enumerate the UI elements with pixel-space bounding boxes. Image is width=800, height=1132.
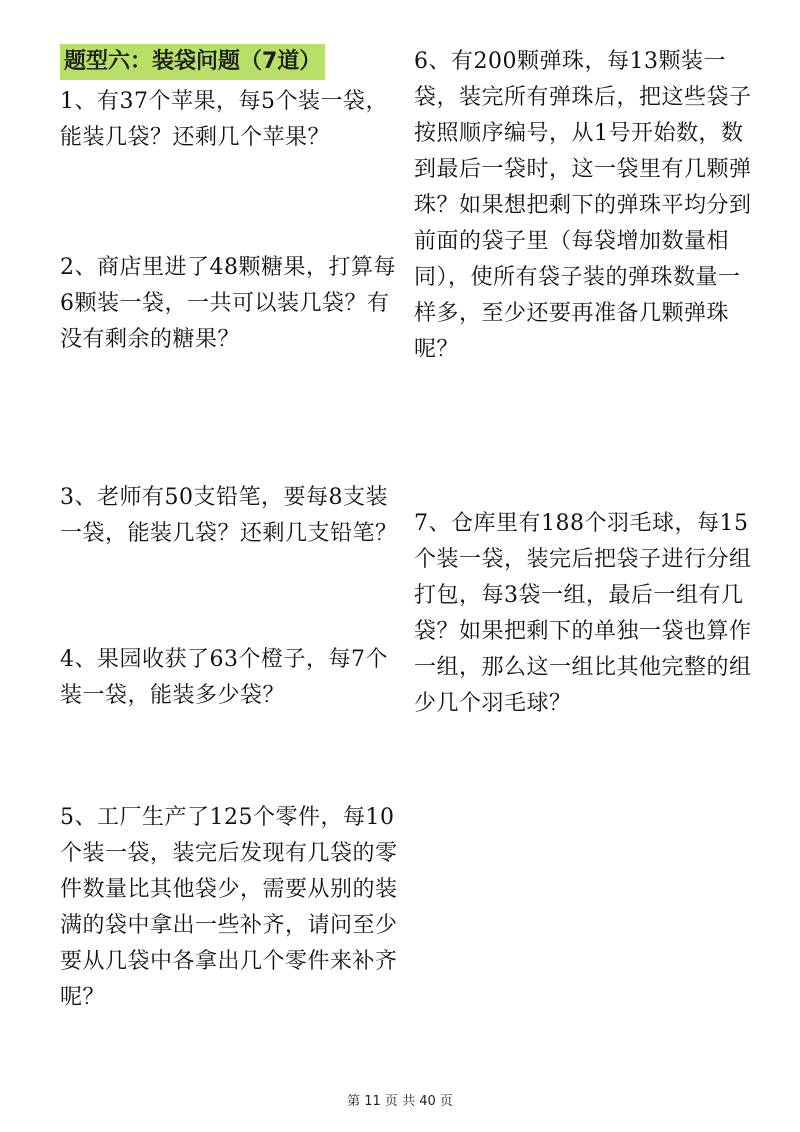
question-6: 6、有200颗弹珠，每13颗装一袋，装完所有弹珠后，把这些袋子按照顺序编号，从1号开始数，数到最后一袋时，这一袋里有几颗弹珠？如果想把剩下的弹珠平均分到前面的袋子里（每袋增加数量相同），使所有袋子装的弹珠数量一样多，至少还要再准备几颗弹珠呢？: [414, 49, 752, 362]
question-2: 2、商店里进了48颗糖果，打算每6颗装一袋，一共可以装几袋？有没有剩余的糖果？: [60, 255, 396, 352]
question-3: 3、老师有50支铅笔，要每8支装一袋，能装几袋？还剩几支铅笔？: [60, 485, 398, 546]
page-footer: 第 11 页 共 40 页: [347, 1094, 453, 1109]
left-column: [60, 44, 400, 1010]
question-1: 1、有37个苹果，每5个装一袋，能装几袋？还剩几个苹果？: [60, 89, 388, 150]
question-5: 5、工厂生产了125个零件，每10个装一袋，装完后发现有几袋的零件数量比其他袋少，需要从别的装满的袋中拿出一些补齐，请问至少要从几袋中各拿出几个零件来补齐呢？: [60, 805, 398, 1010]
section-title: 题型六：装袋问题（7道）: [60, 44, 325, 80]
question-4: 4、果园收获了63个橙子，每7个装一袋，能装多少袋？: [60, 647, 388, 708]
question-7: 7、仓库里有188个羽毛球，每15个装一袋，装完后把袋子进行分组打包，每3袋一组，最后一组有几袋？如果把剩下的单独一袋也算作一组，那么这一组比其他完整的组少几个羽毛球？: [414, 511, 752, 716]
right-column: [414, 44, 754, 716]
